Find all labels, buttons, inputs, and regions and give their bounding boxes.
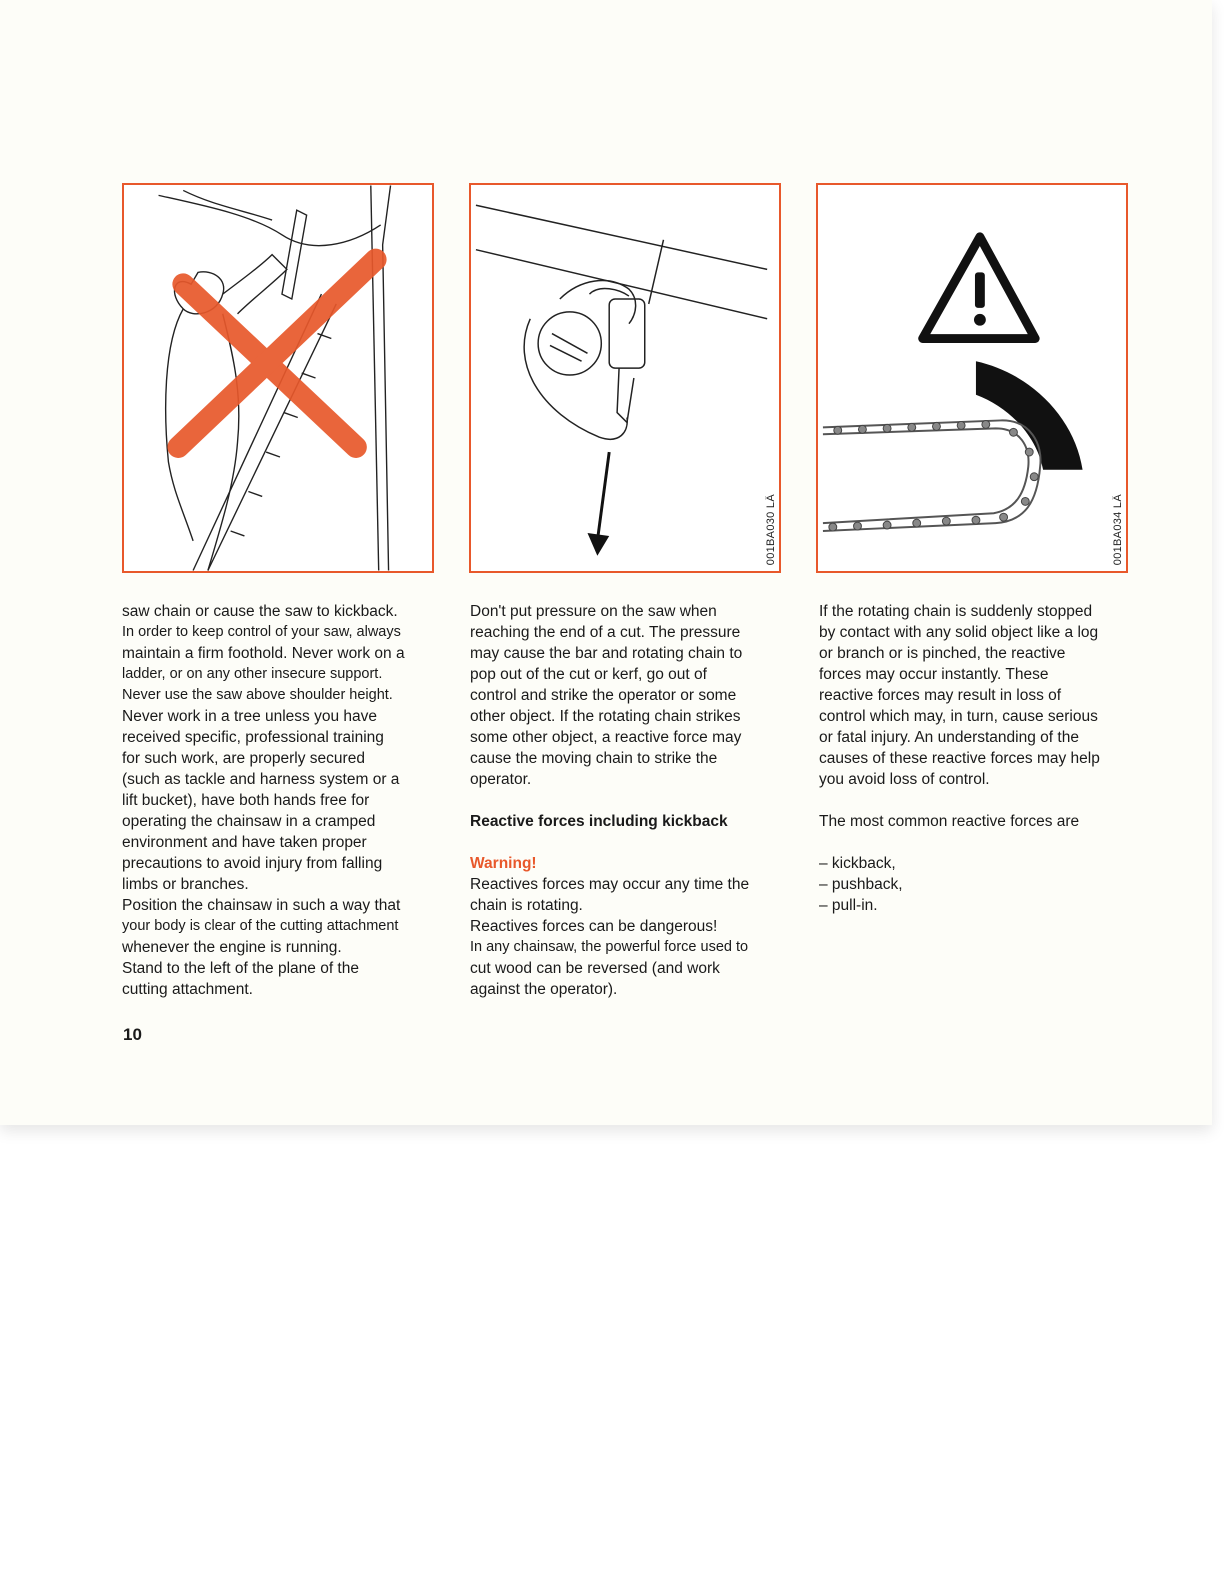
- figure-code: 001BA030 LÄ: [765, 493, 777, 565]
- text-line: Don't put pressure on the saw when: [470, 603, 717, 620]
- text-line: chain is rotating.: [470, 897, 583, 914]
- list-item: – pull-in.: [819, 897, 878, 914]
- text-line: other object. If the rotating chain strikes: [470, 708, 741, 725]
- text-line: Position the chainsaw in such a way that: [122, 897, 401, 914]
- text-line: cut wood can be reversed (and work: [470, 960, 720, 977]
- text-line: precautions to avoid injury from falling: [122, 855, 383, 872]
- text-line: against the operator).: [470, 981, 618, 998]
- page-number: 10: [123, 1025, 142, 1044]
- text-line: or branch or is pinched, the reactive: [819, 645, 1066, 662]
- text-line: maintain a firm foothold. Never work on a: [122, 645, 405, 662]
- section-heading: Reactive forces including kickback: [470, 813, 728, 830]
- saw-pressure-arrow-illustration: [471, 185, 779, 571]
- figure-ladder-prohibited: [122, 183, 434, 573]
- text-line: reaching the end of a cut. The pressure: [470, 624, 741, 641]
- text-line: environment and have taken proper: [122, 834, 367, 851]
- figure-saw-pressure: [469, 183, 781, 573]
- text-line: operator.: [470, 771, 532, 788]
- list-item: – kickback,: [819, 855, 896, 872]
- prohibited-ladder-sawing-illustration: [124, 185, 432, 571]
- text-line: lift bucket), have both hands free for: [122, 792, 370, 809]
- column-2: [470, 601, 790, 1000]
- text-line: control and strike the operator or some: [470, 687, 737, 704]
- text-line: The most common reactive forces are: [819, 813, 1080, 830]
- text-line: by contact with any solid object like a log: [819, 624, 1099, 641]
- text-line: limbs or branches.: [122, 876, 249, 893]
- text-line: pop out of the cut or kerf, go out of: [470, 666, 707, 683]
- text-line: forces may occur instantly. These: [819, 666, 1049, 683]
- text-line: or fatal injury. An understanding of the: [819, 729, 1079, 746]
- text-line: In any chainsaw, the powerful force used to: [470, 939, 749, 955]
- text-line: cutting attachment.: [122, 981, 253, 998]
- text-line: Stand to the left of the plane of the: [122, 960, 359, 977]
- text-line: may cause the bar and rotating chain to: [470, 645, 743, 662]
- figure-kickback-warning: [816, 183, 1128, 573]
- text-line: causes of these reactive forces may help: [819, 750, 1100, 767]
- text-line: you avoid loss of control.: [819, 771, 990, 788]
- column-3: [819, 601, 1139, 916]
- text-line: Never work in a tree unless you have: [122, 708, 378, 725]
- text-line: operating the chainsaw in a cramped: [122, 813, 376, 830]
- text-line: Never use the saw above shoulder height.: [122, 687, 393, 703]
- text-line: control which may, in turn, cause serious: [819, 708, 1098, 725]
- text-line: your body is clear of the cutting attachment: [122, 918, 399, 934]
- text-line: Reactives forces may occur any time the: [470, 876, 750, 893]
- text-line: saw chain or cause the saw to kickback.: [122, 603, 398, 620]
- text-line: ladder, or on any other insecure support.: [122, 666, 383, 682]
- text-line: reactive forces may result in loss of: [819, 687, 1062, 704]
- list-item: – pushback,: [819, 876, 903, 893]
- warning-label: Warning!: [470, 855, 537, 872]
- text-line: for such work, are properly secured: [122, 750, 365, 767]
- text-line: whenever the engine is running.: [122, 939, 342, 956]
- column-1: [122, 601, 442, 1000]
- text-line: cause the moving chain to strike the: [470, 750, 718, 767]
- text-line: (such as tackle and harness system or a: [122, 771, 400, 788]
- text-line: some other object, a reactive force may: [470, 729, 742, 746]
- text-line: received specific, professional training: [122, 729, 384, 746]
- text-line: Reactives forces can be dangerous!: [470, 918, 718, 935]
- text-line: If the rotating chain is suddenly stopped: [819, 603, 1093, 620]
- warning-triangle-kickback-illustration: [818, 185, 1126, 571]
- figure-code: 001BA034 LÄ: [1112, 493, 1124, 565]
- text-line: In order to keep control of your saw, always: [122, 624, 401, 640]
